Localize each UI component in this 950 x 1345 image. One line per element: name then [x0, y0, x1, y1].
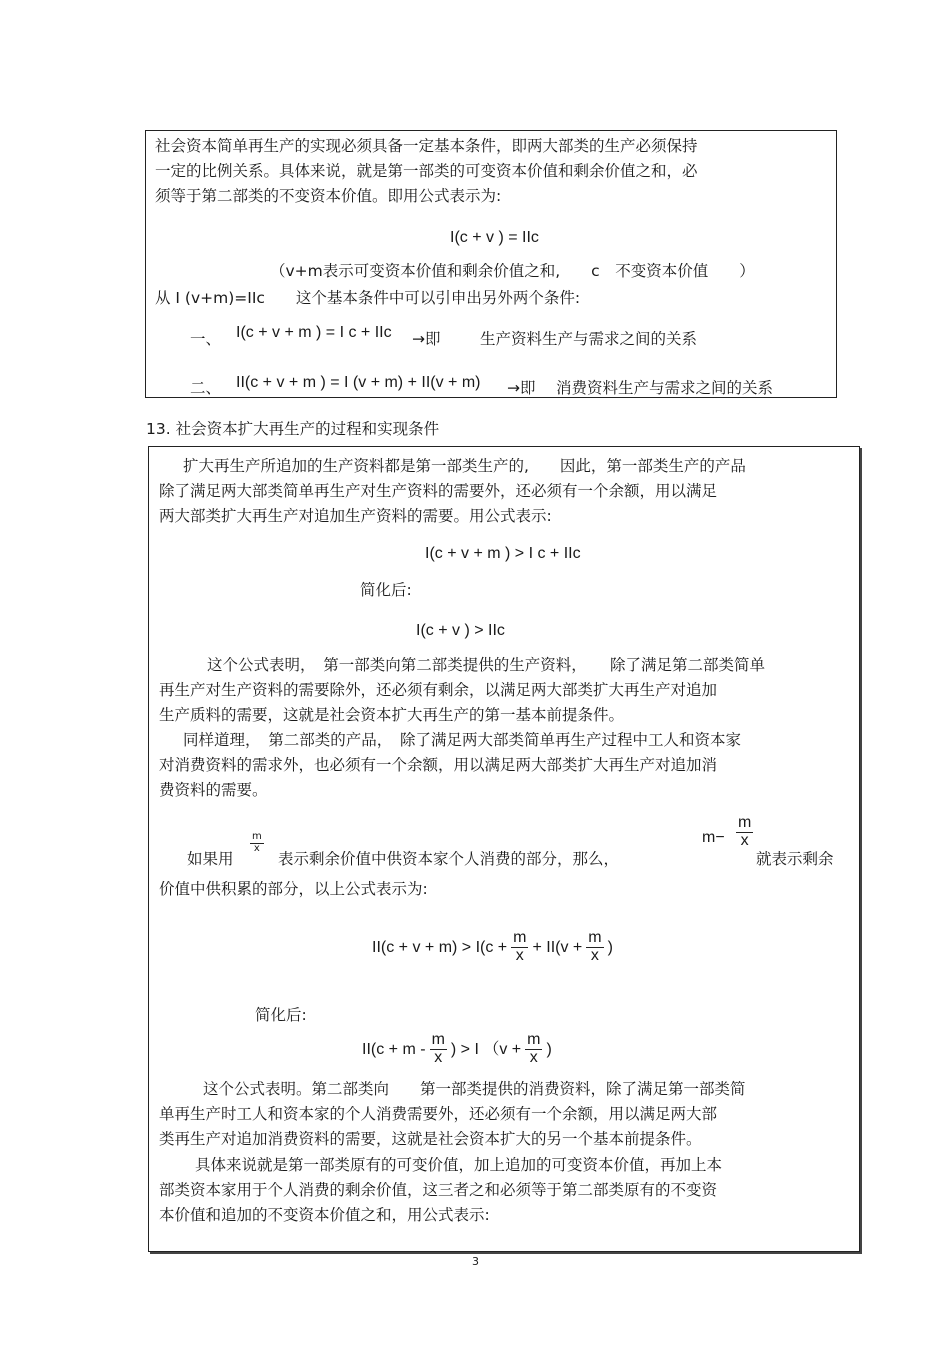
condition-2-text: 消费资料生产与需求之间的关系	[556, 379, 774, 397]
p6-line2: 部类资本家用于个人消费的剩余价值，这三者之和必须等于第二部类原有的不变资	[159, 1181, 718, 1199]
condition-2-formula: II(c + v + m ) = I (v + m) + II(v + m)	[236, 374, 481, 391]
p6-line3: 本价值和追加的不变资本价值之和，用公式表示:	[159, 1206, 490, 1224]
p6-line1: 具体来说就是第一部类原有的可变价值，加上追加的可变资本价值，再加上本	[195, 1156, 723, 1174]
fraction-numerator: m	[252, 831, 262, 842]
fraction-denominator: x	[590, 946, 599, 964]
fraction-numerator: m	[588, 929, 602, 946]
formula-extended-2	[372, 930, 613, 965]
fraction-m-over-x-large	[735, 815, 754, 850]
p3-line1: 同样道理， 第二部类的产品， 除了满足两大部类简单再生产过程中工人和资本家	[183, 731, 742, 749]
formula-part: + II(v +	[532, 938, 583, 956]
formula-extended-1: I(c + v + m ) > I c + IIc	[425, 545, 581, 562]
page-number: 3	[472, 1255, 479, 1268]
condition-1-formula: I(c + v + m ) = I c + IIc	[236, 324, 392, 341]
fraction-denominator: x	[253, 842, 260, 854]
m-minus: m−	[702, 829, 725, 846]
formula-extended-2-simplified	[362, 1032, 552, 1067]
fraction-m-over-x-small	[249, 832, 265, 854]
formula-extended-1-simplified: I(c + v ) > IIc	[416, 622, 505, 639]
fraction-numerator: m	[527, 1031, 541, 1048]
fraction-denominator: x	[434, 1048, 443, 1066]
condition-1-arrow: →即	[412, 330, 441, 348]
box1-line2: 一定的比例关系。具体来说，就是第一部类的可变资本价值和剩余价值之和，必	[155, 162, 698, 180]
fraction-denominator: x	[529, 1048, 538, 1066]
p2-line2: 再生产对生产资料的需要除外，还必须有剩余，以满足两大部类扩大再生产对追加	[159, 681, 718, 699]
formula-part: II(c + v + m) > I(c +	[372, 938, 508, 956]
if-middle: 表示剩余价值中供资本家个人消费的部分，那么，	[278, 850, 620, 868]
p5-line3: 类再生产对追加消费资料的需要，这就是社会资本扩大的另一个基本前提条件。	[159, 1130, 702, 1148]
p5-line1: 这个公式表明。第二部类向 第一部类提供的消费资料，除了满足第一部类简	[203, 1080, 746, 1098]
box1-line1: 社会资本简单再生产的实现必须具备一定基本条件，即两大部类的生产必须保持	[155, 137, 698, 155]
p1-line1: 扩大再生产所追加的生产资料都是第一部类生产的, 因此，第一部类生产的产品	[183, 457, 746, 475]
p2-line1: 这个公式表明， 第一部类向第二部类提供的生产资料， 除了满足第二部类简单	[207, 656, 766, 674]
if-prefix: 如果用	[187, 850, 234, 868]
if-suffix: 就表示剩余	[756, 850, 834, 868]
condition-1-text: 生产资料生产与需求之间的关系	[480, 330, 698, 348]
box1-from-line: 从 I (v+m)=IIc 这个基本条件中可以引申出另外两个条件:	[155, 289, 581, 307]
formula-simple-condition: I(c + v ) = IIc	[450, 229, 539, 246]
formula-part: II(c + m -	[362, 1040, 426, 1058]
box1-line3: 须等于第二部类的不变资本价值。即用公式表示为:	[155, 187, 502, 205]
p1-line2: 除了满足两大部类简单再生产对生产资料的需要外，还必须有一个余额，用以满足	[159, 482, 718, 500]
section-title: 13. 社会资本扩大再生产的过程和实现条件	[146, 420, 440, 438]
fraction-numerator: m	[738, 814, 752, 831]
formula-part: ) > I （v +	[450, 1040, 522, 1058]
condition-1-label: 一、	[190, 330, 222, 348]
condition-2-arrow: →即	[507, 379, 536, 397]
p5-line2: 单再生产时工人和资本家的个人消费需要外，还必须有一个余额，用以满足两大部	[159, 1105, 718, 1123]
fraction-numerator: m	[513, 929, 527, 946]
p2-line3: 生产质料的需要，这就是社会资本扩大再生产的第一基本前提条件。	[159, 706, 625, 724]
p3-line2: 对消费资料的需求外，也必须有一个余额，用以满足两大部类扩大再生产对追加消	[159, 756, 718, 774]
fraction-denominator: x	[515, 946, 524, 964]
formula-part: )	[607, 938, 613, 956]
fraction-numerator: m	[431, 1031, 445, 1048]
p3-line3: 费资料的需要。	[159, 781, 268, 799]
fraction-denominator: x	[740, 831, 749, 849]
p4-line2: 价值中供积累的部分，以上公式表示为:	[159, 880, 428, 898]
simplified-label-1: 简化后:	[360, 581, 412, 599]
condition-2-label: 二、	[190, 379, 222, 397]
p1-line3: 两大部类扩大再生产对追加生产资料的需要。用公式表示:	[159, 507, 552, 525]
box1-note: （v+m表示可变资本价值和剩余价值之和, c 不变资本价值 ）	[270, 262, 755, 280]
formula-part: )	[546, 1040, 552, 1058]
simplified-label-2: 简化后:	[255, 1006, 307, 1024]
